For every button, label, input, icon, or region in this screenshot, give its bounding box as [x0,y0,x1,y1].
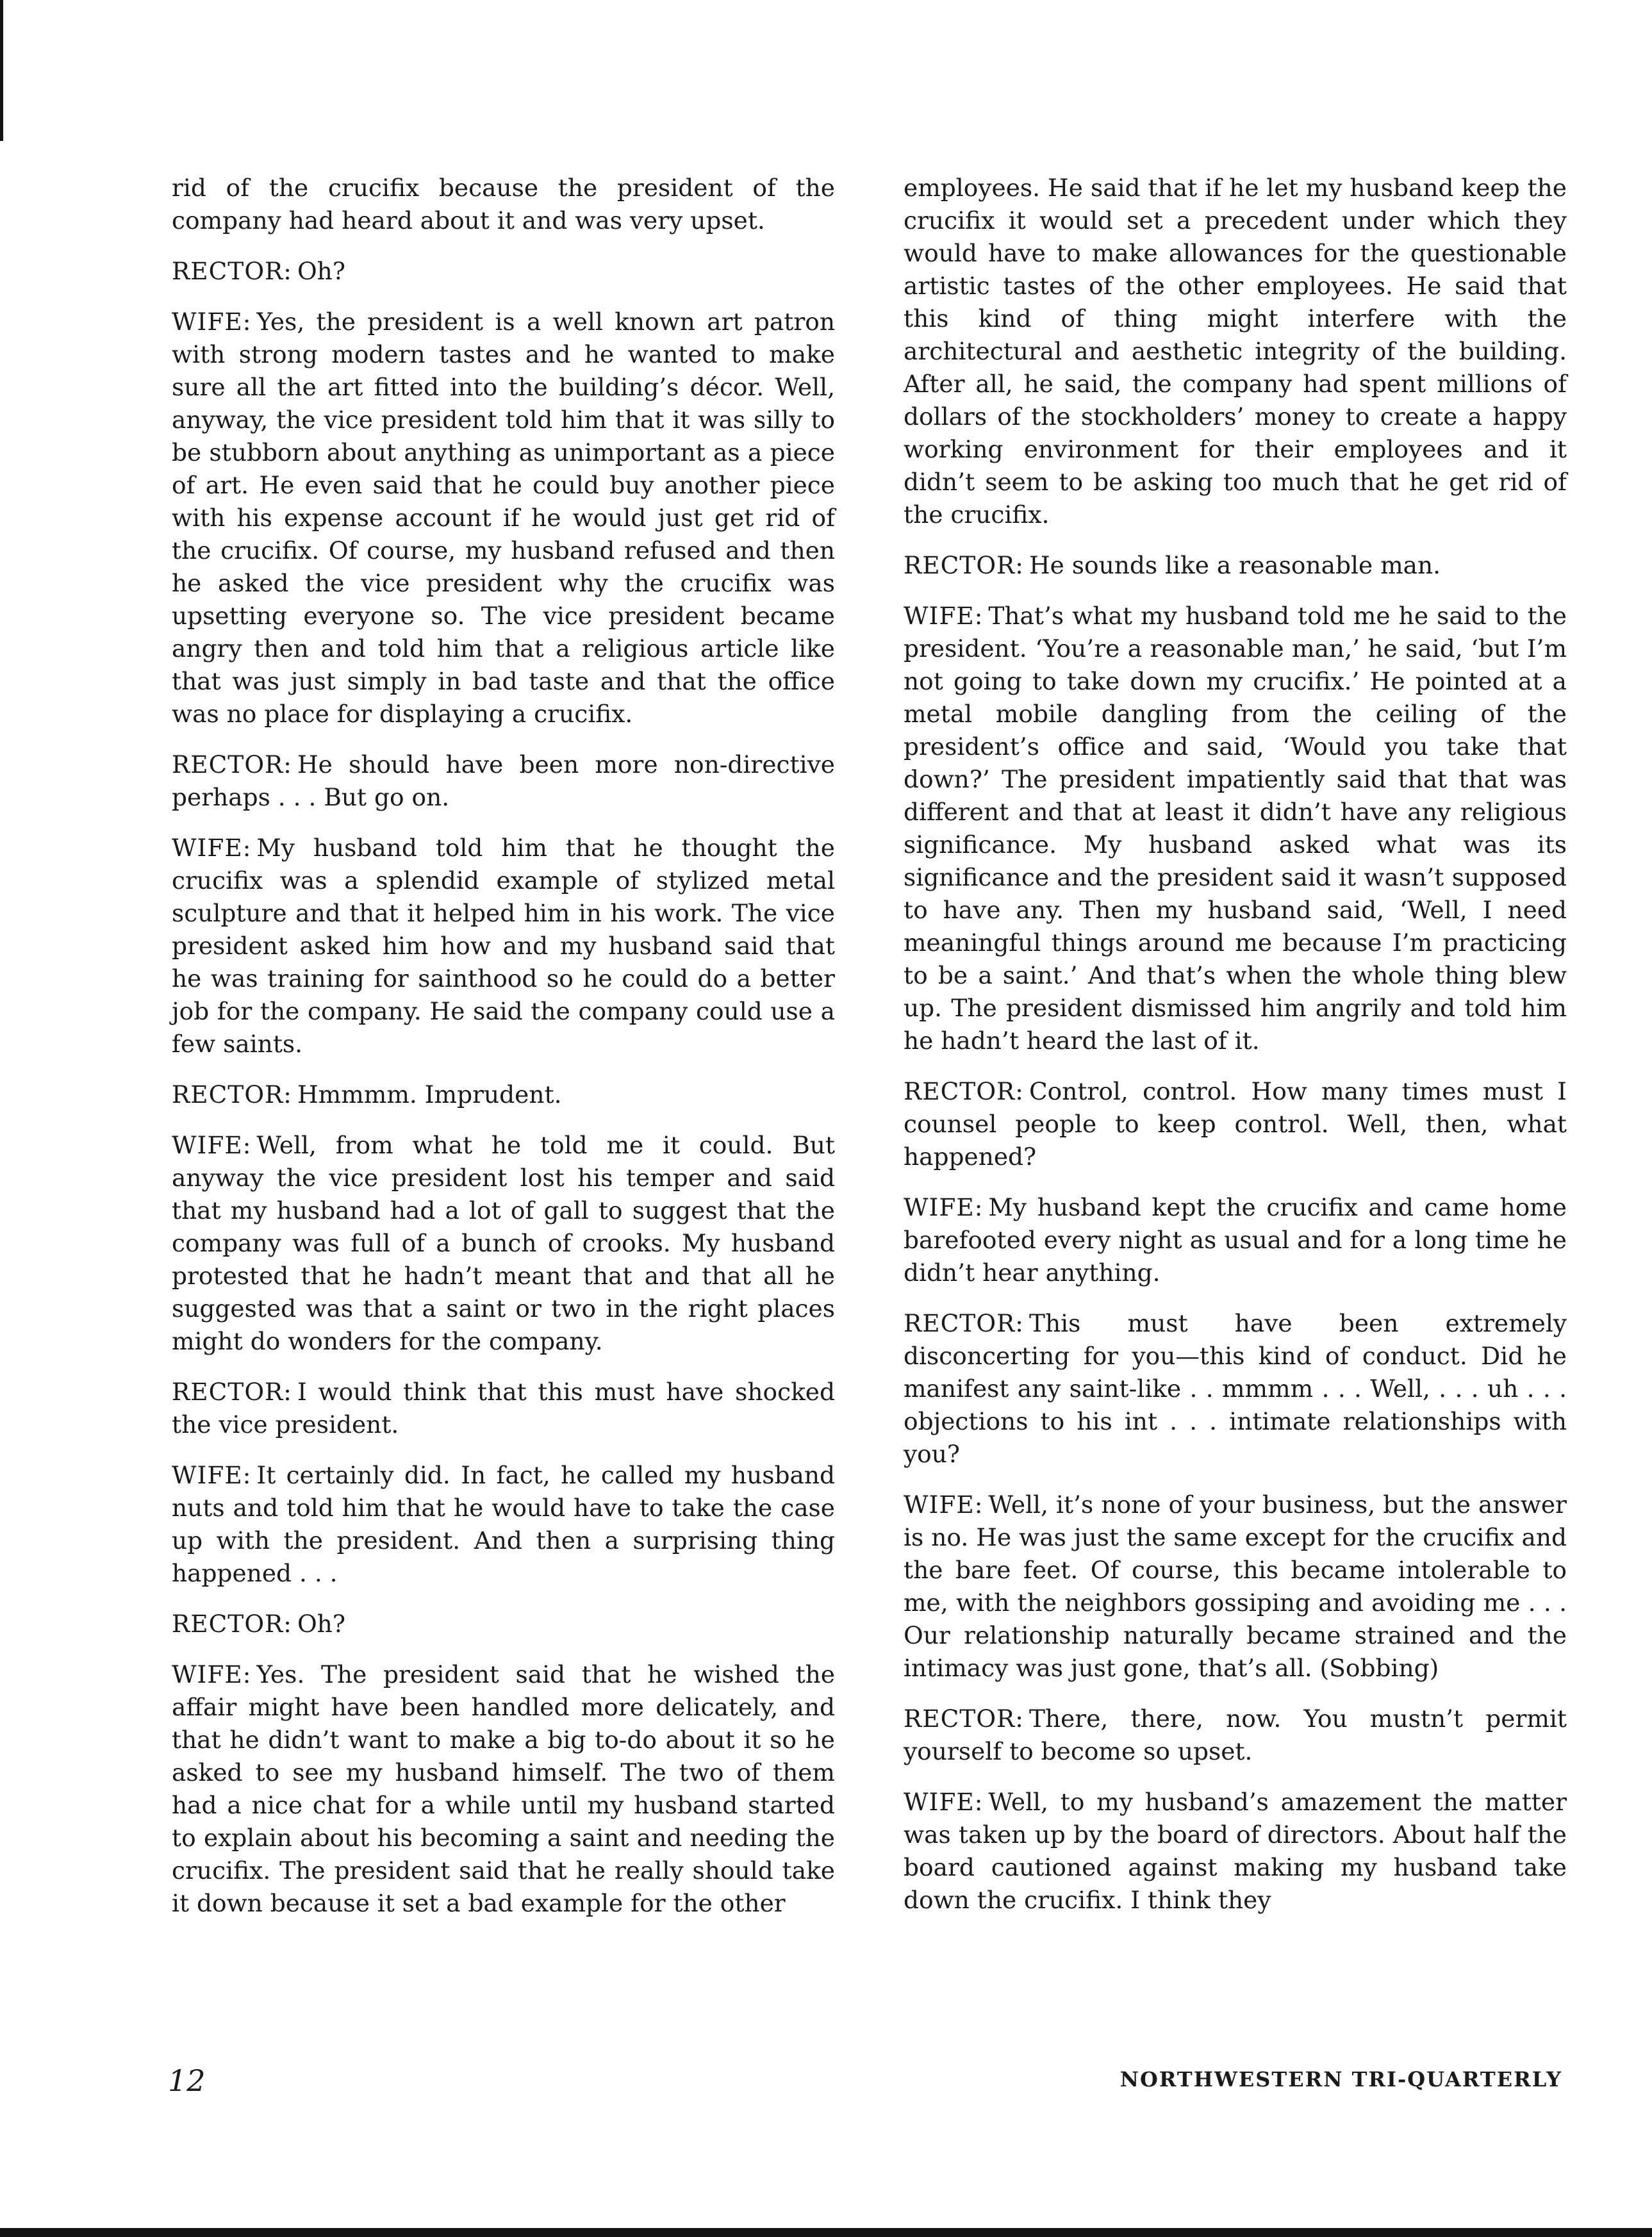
dialogue-text: This must have been extremely disconcerting for you—this kind of conduct. Did he manifest any saint-like . . mmmm . . . Well, . . . uh . . . objections to his int . . . intimate relationships with you? [904,1309,1567,1468]
dialogue-text: It certainly did. In fact, he called my husband nuts and told him that he would have to take the case up with the president. And then a surprising thing happened . . . [172,1461,835,1587]
speaker-label: WIFE: [172,834,252,862]
dialogue-paragraph [904,600,1567,1057]
dialogue-paragraph [172,1078,835,1111]
speaker-label: WIFE: [904,1788,984,1816]
dialogue-paragraph [172,306,835,731]
scan-edge-bottom [0,2228,1652,2237]
dialogue-paragraph [172,1608,835,1640]
dialogue-text: Well, from what he told me it could. But anyway the vice president lost his temper and said that my husband had a lot of gall to suggest that the company was full of a bunch of crooks. My husband protested that he hadn’t meant that and that all he suggested was that a saint or two in the right places might do wonders for the company. [172,1131,835,1355]
right-column [904,172,1567,1935]
speaker-label: WIFE: [904,1193,984,1221]
speaker-label: RECTOR: [172,1610,292,1638]
speaker-label: WIFE: [172,308,252,336]
speaker-label: RECTOR: [172,1080,292,1109]
dialogue-paragraph [172,1129,835,1358]
dialogue-text: Yes, the president is a well known art patron with strong modern tastes and he wanted to make sure all the art fitted into the building’s décor. Well, anyway, the vice president told him that it was silly to be stubborn about anything as unimportant as a piece of art. He even said that he could buy another piece with his expense account if he would just get rid of the crucifix. Of course, my husband refused and then he asked the vice president why the crucifix was upsetting everyone so. The vice president became angry then and told him that a religious article like that was just simply in bad taste and that the office was no place for displaying a crucifix. [172,308,835,728]
dialogue-paragraph [904,549,1567,582]
speaker-label: RECTOR: [904,551,1024,579]
speaker-label: RECTOR: [904,1077,1024,1105]
dialogue-paragraph [904,1786,1567,1917]
dialogue-paragraph [904,1307,1567,1471]
dialogue-text: Oh? [297,257,345,285]
dialogue-paragraph [904,1703,1567,1768]
dialogue-text: Control, control. How many times must I counsel people to keep control. Well, then, what happened? [904,1077,1567,1171]
speaker-label: RECTOR: [904,1705,1024,1733]
dialogue-paragraph [904,1489,1567,1685]
speaker-label: WIFE: [172,1660,252,1688]
dialogue-text: He sounds like a reasonable man. [1028,551,1441,579]
dialogue-text: My husband told him that he thought the crucifix was a splendid example of stylized metal sculpture and that it helped him in his work. The vice president asked him how and my husband said that he was training for sainthood so he could do a better job for the company. He said the company could use a few saints. [172,834,835,1058]
speaker-label: WIFE: [904,1490,984,1519]
dialogue-paragraph [172,1658,835,1920]
dialogue-text: My husband kept the crucifix and came home barefooted every night as usual and for a long time he didn’t hear anything. [904,1193,1567,1287]
dialogue-paragraph [904,1191,1567,1289]
speaker-label: RECTOR: [172,257,292,285]
speaker-label: WIFE: [172,1131,252,1159]
speaker-label: WIFE: [904,602,984,630]
dialogue-text: Well, it’s none of your business, but the answer is no. He was just the same except for the crucifix and the bare feet. Of course, this became intolerable to me, with the neighbors gossiping and avoiding me . . . Our relationship naturally became strained and the intimacy was just gone, that’s all. (Sobbing) [904,1490,1567,1682]
dialogue-paragraph [172,172,835,237]
scan-edge-left [0,0,3,141]
dialogue-paragraph [172,1376,835,1441]
dialogue-text: employees. He said that if he let my husband keep the crucifix it would set a precedent under which they would have to make allowances for the questionable artistic tastes of the other employees. He said that this kind of thing might interfere with the architectural and aesthetic integrity of the building. After all, he said, the company had spent millions of dollars of the stockholders’ money to create a happy working environment for their employees and it didn’t seem to be asking too much that he get rid of the crucifix. [904,174,1567,529]
dialogue-text: rid of the crucifix because the president of the company had heard about it and was very upset. [172,174,835,235]
dialogue-paragraph [172,832,835,1061]
dialogue-paragraph [904,1075,1567,1173]
dialogue-text: Oh? [297,1610,345,1638]
running-footer-journal: NORTHWESTERN TRI-QUARTERLY [1119,2067,1562,2092]
speaker-label: RECTOR: [172,750,292,779]
dialogue-paragraph [904,172,1567,531]
dialogue-text: Hmmmm. Imprudent. [297,1080,562,1109]
dialogue-text: That’s what my husband told me he said to the president. ‘You’re a reasonable man,’ he said, ‘but I’m not going to take down my crucifix.’ He pointed at a metal mobile dangling from the ceiling of the president’s office and said, ‘Would you take that down?’ The president impatiently said that that was different and that at least it didn’t have any religious significance. My husband asked what was its significance and the president said it wasn’t supposed to have any. Then my husband said, ‘Well, I need meaningful things around me because I’m practicing to be a saint.’ And that’s when the whole thing blew up. The president dismissed him angrily and told him he hadn’t heard the last of it. [904,602,1567,1055]
dialogue-paragraph [172,255,835,288]
dialogue-text: Yes. The president said that he wished the affair might have been handled more delicately, and that he didn’t want to make a big to-do about it so he asked to see my husband himself. The two of them had a nice chat for a while until my husband started to explain about his becoming a saint and needing the crucifix. The president said that he really should take it down because it set a bad example for the other [172,1660,835,1917]
left-column [172,172,835,1938]
dialogue-paragraph [172,748,835,814]
speaker-label: RECTOR: [904,1309,1024,1337]
page-number: 12 [168,2063,206,2098]
speaker-label: RECTOR: [172,1378,292,1406]
dialogue-text: Well, to my husband’s amazement the matter was taken up by the board of directors. About half the board cautioned against making my husband take down the crucifix. I think they [904,1788,1567,1914]
speaker-label: WIFE: [172,1461,252,1489]
dialogue-text: There, there, now. You mustn’t permit yourself to become so upset. [904,1705,1567,1765]
dialogue-text: I would think that this must have shocked the vice president. [172,1378,835,1439]
dialogue-paragraph [172,1459,835,1590]
dialogue-text: He should have been more non-directive perhaps . . . But go on. [172,750,835,811]
